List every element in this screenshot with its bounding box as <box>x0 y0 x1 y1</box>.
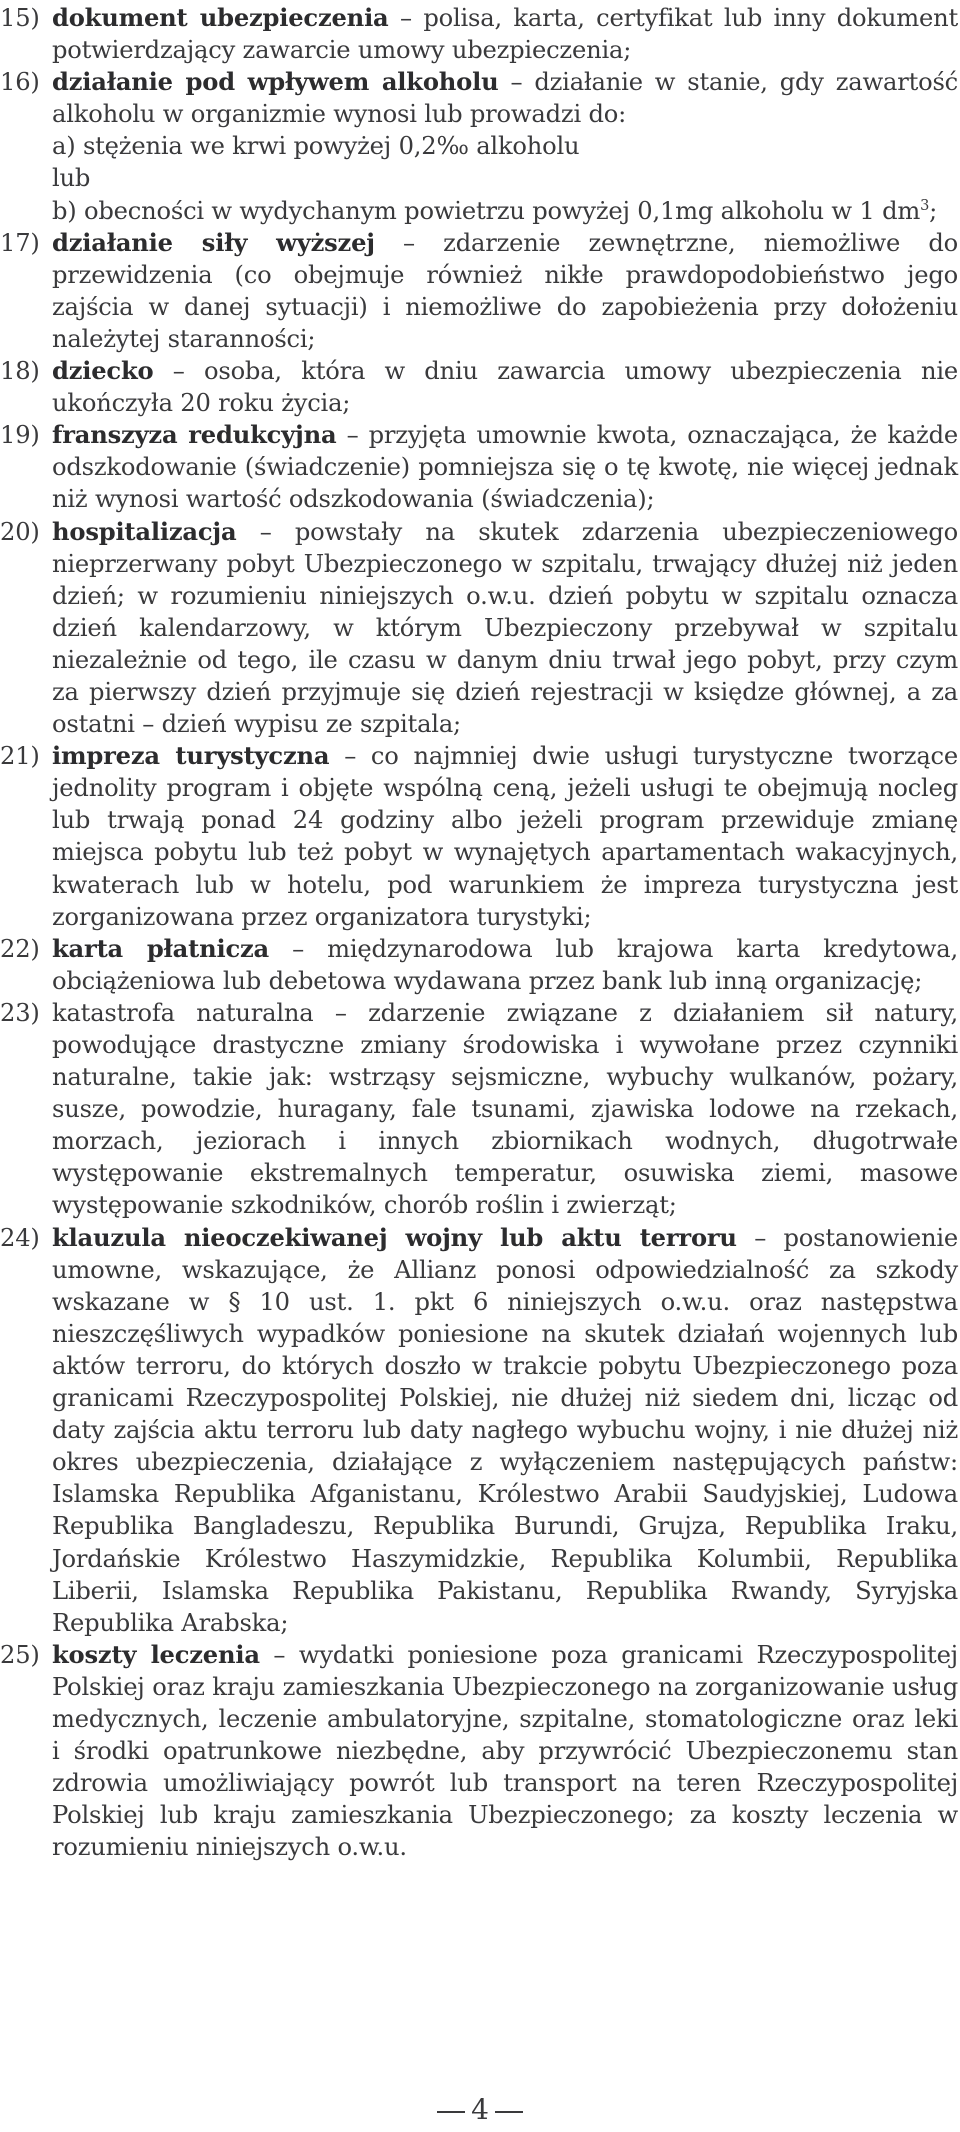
definition-text: – postanowienie umowne, wskazujące, że Allianz ponosi odpowiedzialność za szkody wskazane w § 10 ust. 1. pkt 6 niniejszych o.w.u. oraz następstwa nieszczęśliwych wypadków poniesione na skutek działań wojennych lub aktów terroru, do których doszło w trakcie pobytu Ubezpieczonego poza granicami Rzeczypospolitej Polskiej, nie dłużej niż siedem dni, licząc od daty zajścia aktu terroru lub daty nagłego wybuchu wojny, i nie dłużej niż okres ubezpieczenia, działające z wyłączeniem następujących państw: Islamska Republika Afganistanu, Królestwo Arabii Saudyjskiej, Ludowa Republika Bangladeszu, Republika Burundi, Grujza, Republika Iraku, Jordańskie Królestwo Haszymidzkie, Republika Kolumbii, Republika Liberii, Islamska Republika Pakistanu, Republika Rwandy, Syryjska Republika Arabska; <box>52 1223 958 1637</box>
item-number: 16) <box>0 68 40 97</box>
definition-text: katastrofa naturalna – zdarzenie związane z działaniem sił natury, powodujące drastyczne zmiany środowiska i wywołane przez czynniki naturalne, takie jak: wstrząsy sejsmiczne, wybuchy wulkanów, pożary, susze, powodzie, huragany, fale tsunami, zjawiska lodowe na rzekach, morzach, jeziorach i innych zbiornikach wodnych, długotrwałe występowanie ekstremalnych temperatur, osuwiska ziemi, masowe występowanie szkodników, chorób roślin i zwierząt; <box>52 998 958 1220</box>
definition-text: – polisa, karta, certyfikat lub inny dokument potwierdzający zawarcie umowy ubezpieczenia; <box>52 4 958 65</box>
item-number: 15) <box>0 4 40 32</box>
item-number: 24) <box>0 1223 40 1252</box>
footer-dash-left <box>437 2111 465 2113</box>
definition-text: – zdarzenie zewnętrzne, niemożliwe do przewidzenia (co obejmuje również nikłe prawdopodobieństwo jego zajścia w danej sytuacji) i niemożliwe do zapobieżenia przy dołożeniu należytej staranności; <box>52 228 958 353</box>
item-number: 25) <box>0 1640 40 1669</box>
definition-item-16 <box>0 66 958 226</box>
sub-point-b-text: b) obecności w wydychanym powietrzu powyżej 0,1mg alkoholu w 1 dm <box>52 196 921 225</box>
sub-point-b <box>52 195 958 227</box>
definitions-list <box>0 2 958 1863</box>
sub-point-a: a) stężenia we krwi powyżej 0,2‰ alkoholu <box>52 132 580 161</box>
definition-item-24 <box>0 1222 958 1639</box>
page-number: 4 <box>471 2093 489 2126</box>
sub-point-b-end: ; <box>929 196 938 225</box>
definition-text: – międzynarodowa lub krajowa karta kredytowa, obciążeniowa lub debetowa wydawana przez bank lub inną organizację; <box>52 934 958 995</box>
definition-term: franszyza redukcyjna <box>52 420 337 450</box>
item-number: 23) <box>0 998 40 1027</box>
definition-term: klauzula nieoczekiwanej wojny lub aktu terroru <box>52 1222 737 1252</box>
superscript: 3 <box>920 197 930 214</box>
definition-item-20 <box>0 516 958 741</box>
footer-dash-right <box>495 2111 523 2113</box>
item-number: 21) <box>0 742 40 771</box>
definition-item-19 <box>0 419 958 515</box>
item-number: 20) <box>0 517 40 546</box>
definition-term: hospitalizacja <box>52 516 237 546</box>
definition-term: dziecko <box>52 356 154 386</box>
definition-item-21 <box>0 740 958 933</box>
definition-text: – działanie w stanie, gdy zawartość alkoholu w organizmie wynosi lub prowadzi do: <box>52 68 959 129</box>
definition-term: działanie siły wyższej <box>52 227 375 257</box>
item-number: 18) <box>0 357 40 386</box>
definition-text: – co najmniej dwie usługi turystyczne tworzące jednolity program i objęte wspólną ceną, jeżeli usługi te obejmują nocleg lub trwają ponad 24 godziny albo jeżeli program przewiduje zmianę miejsca pobytu lub też pobyt w wynajętych apartamentach wakacyjnych, kwaterach lub w hotelu, pod warunkiem że impreza turystyczna jest zorganizowana przez organizatora turystyki; <box>52 742 958 931</box>
definition-term: impreza turystyczna <box>52 741 330 771</box>
page-footer <box>0 2093 960 2126</box>
definition-term: koszty leczenia <box>52 1639 260 1669</box>
definition-term: karta płatnicza <box>52 933 270 963</box>
definition-item-17 <box>0 227 958 355</box>
definition-item-18 <box>0 355 958 419</box>
item-number: 22) <box>0 934 40 963</box>
definition-text: – przyjęta umownie kwota, oznaczająca, że każde odszkodowanie (świadczenie) pomniejsza się o tę kwotę, nie więcej jednak niż wynosi wartość odszkodowania (świadczenia); <box>52 421 958 514</box>
item-number: 17) <box>0 228 40 257</box>
definition-term: dokument ubezpieczenia <box>52 3 389 32</box>
definition-item-25 <box>0 1639 958 1864</box>
item-number: 19) <box>0 421 40 450</box>
definition-text: – powstały na skutek zdarzenia ubezpieczeniowego nieprzerwany pobyt Ubezpieczonego w szpitalu, trwający dłużej niż jeden dzień; w rozumieniu niniejszych o.w.u. dzień pobytu w szpitalu oznacza dzień kalendarzowy, w którym Ubezpieczony przebywał w szpitalu niezależnie od tego, ile czasu w danym dniu trwał jego pobyt, przy czym za pierwszy dzień przyjmuje się dzień rejestracji w księdze głównej, a za ostatni – dzień wypisu ze szpitala; <box>52 517 958 739</box>
sub-point-or: lub <box>52 164 91 193</box>
definition-text: – osoba, która w dniu zawarcia umowy ubezpieczenia nie ukończyła 20 roku życia; <box>52 357 958 418</box>
definition-item-23 <box>0 997 958 1222</box>
definition-item-22 <box>0 933 958 997</box>
definition-text: – wydatki poniesione poza granicami Rzeczypospolitej Polskiej oraz kraju zamieszkania Ubezpieczonego na zorganizowanie usług medycznych, leczenie ambulatoryjne, szpitalne, stomatologiczne oraz leki i środki opatrunkowe niezbędne, aby przywrócić Ubezpieczonemu stan zdrowia umożliwiający powrót lub transport na teren Rzeczypospolitej Polskiej lub kraju zamieszkania Ubezpieczonego; za koszty leczenia w rozumieniu niniejszych o.w.u. <box>52 1640 958 1862</box>
definition-term: działanie pod wpływem alkoholu <box>52 67 499 97</box>
definition-item-15 <box>0 2 958 66</box>
